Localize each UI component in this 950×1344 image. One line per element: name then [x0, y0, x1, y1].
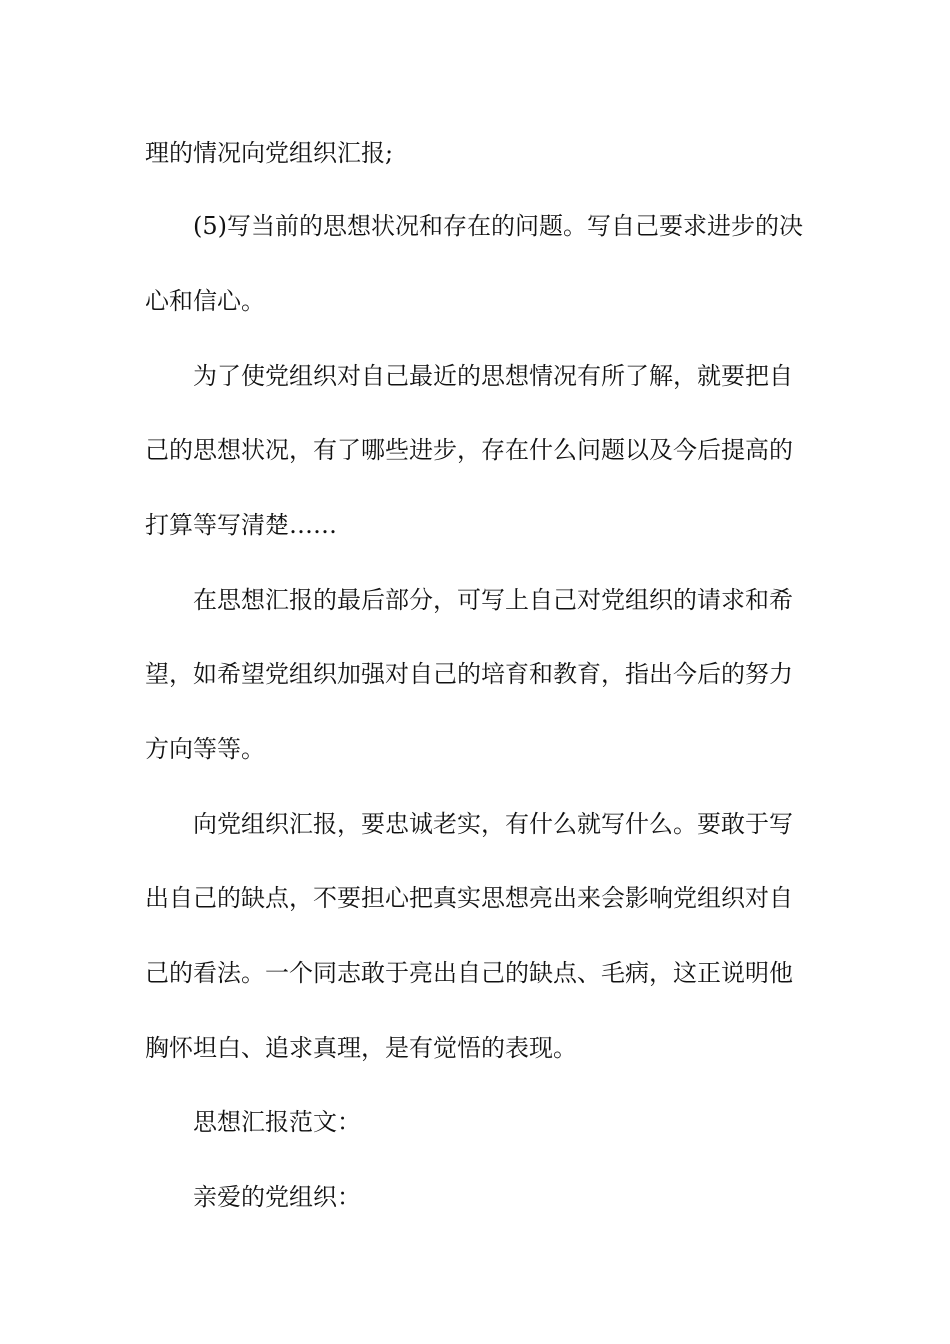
text-line: 方向等等。 [145, 735, 265, 763]
text-line: 出自己的缺点，不要担心把真实思想亮出来会影响党组织对自 [145, 884, 793, 912]
text-line: 望，如希望党组织加强对自己的培育和教育，指出今后的努力 [145, 660, 793, 688]
text-line: (5)写当前的思想状况和存在的问题。写自己要求进步的决 [193, 212, 803, 240]
text-line: 己的看法。一个同志敢于亮出自己的缺点、毛病，这正说明他 [145, 959, 793, 987]
text-line: 向党组织汇报，要忠诚老实，有什么就写什么。要敢于写 [193, 810, 793, 838]
text-line: 己的思想状况，有了哪些进步，存在什么问题以及今后提高的 [145, 436, 793, 464]
text-line: 思想汇报范文： [193, 1108, 361, 1136]
text-line: 心和信心。 [145, 287, 265, 315]
text-line: 亲爱的党组织： [193, 1183, 361, 1211]
text-line: 理的情况向党组织汇报; [145, 139, 394, 167]
text-line: 为了使党组织对自己最近的思想情况有所了解，就要把自 [193, 362, 793, 390]
text-line: 胸怀坦白、追求真理，是有觉悟的表现。 [145, 1034, 577, 1062]
text-line: 打算等写清楚…… [145, 511, 337, 539]
text-line: 在思想汇报的最后部分，可写上自己对党组织的请求和希 [193, 586, 793, 614]
